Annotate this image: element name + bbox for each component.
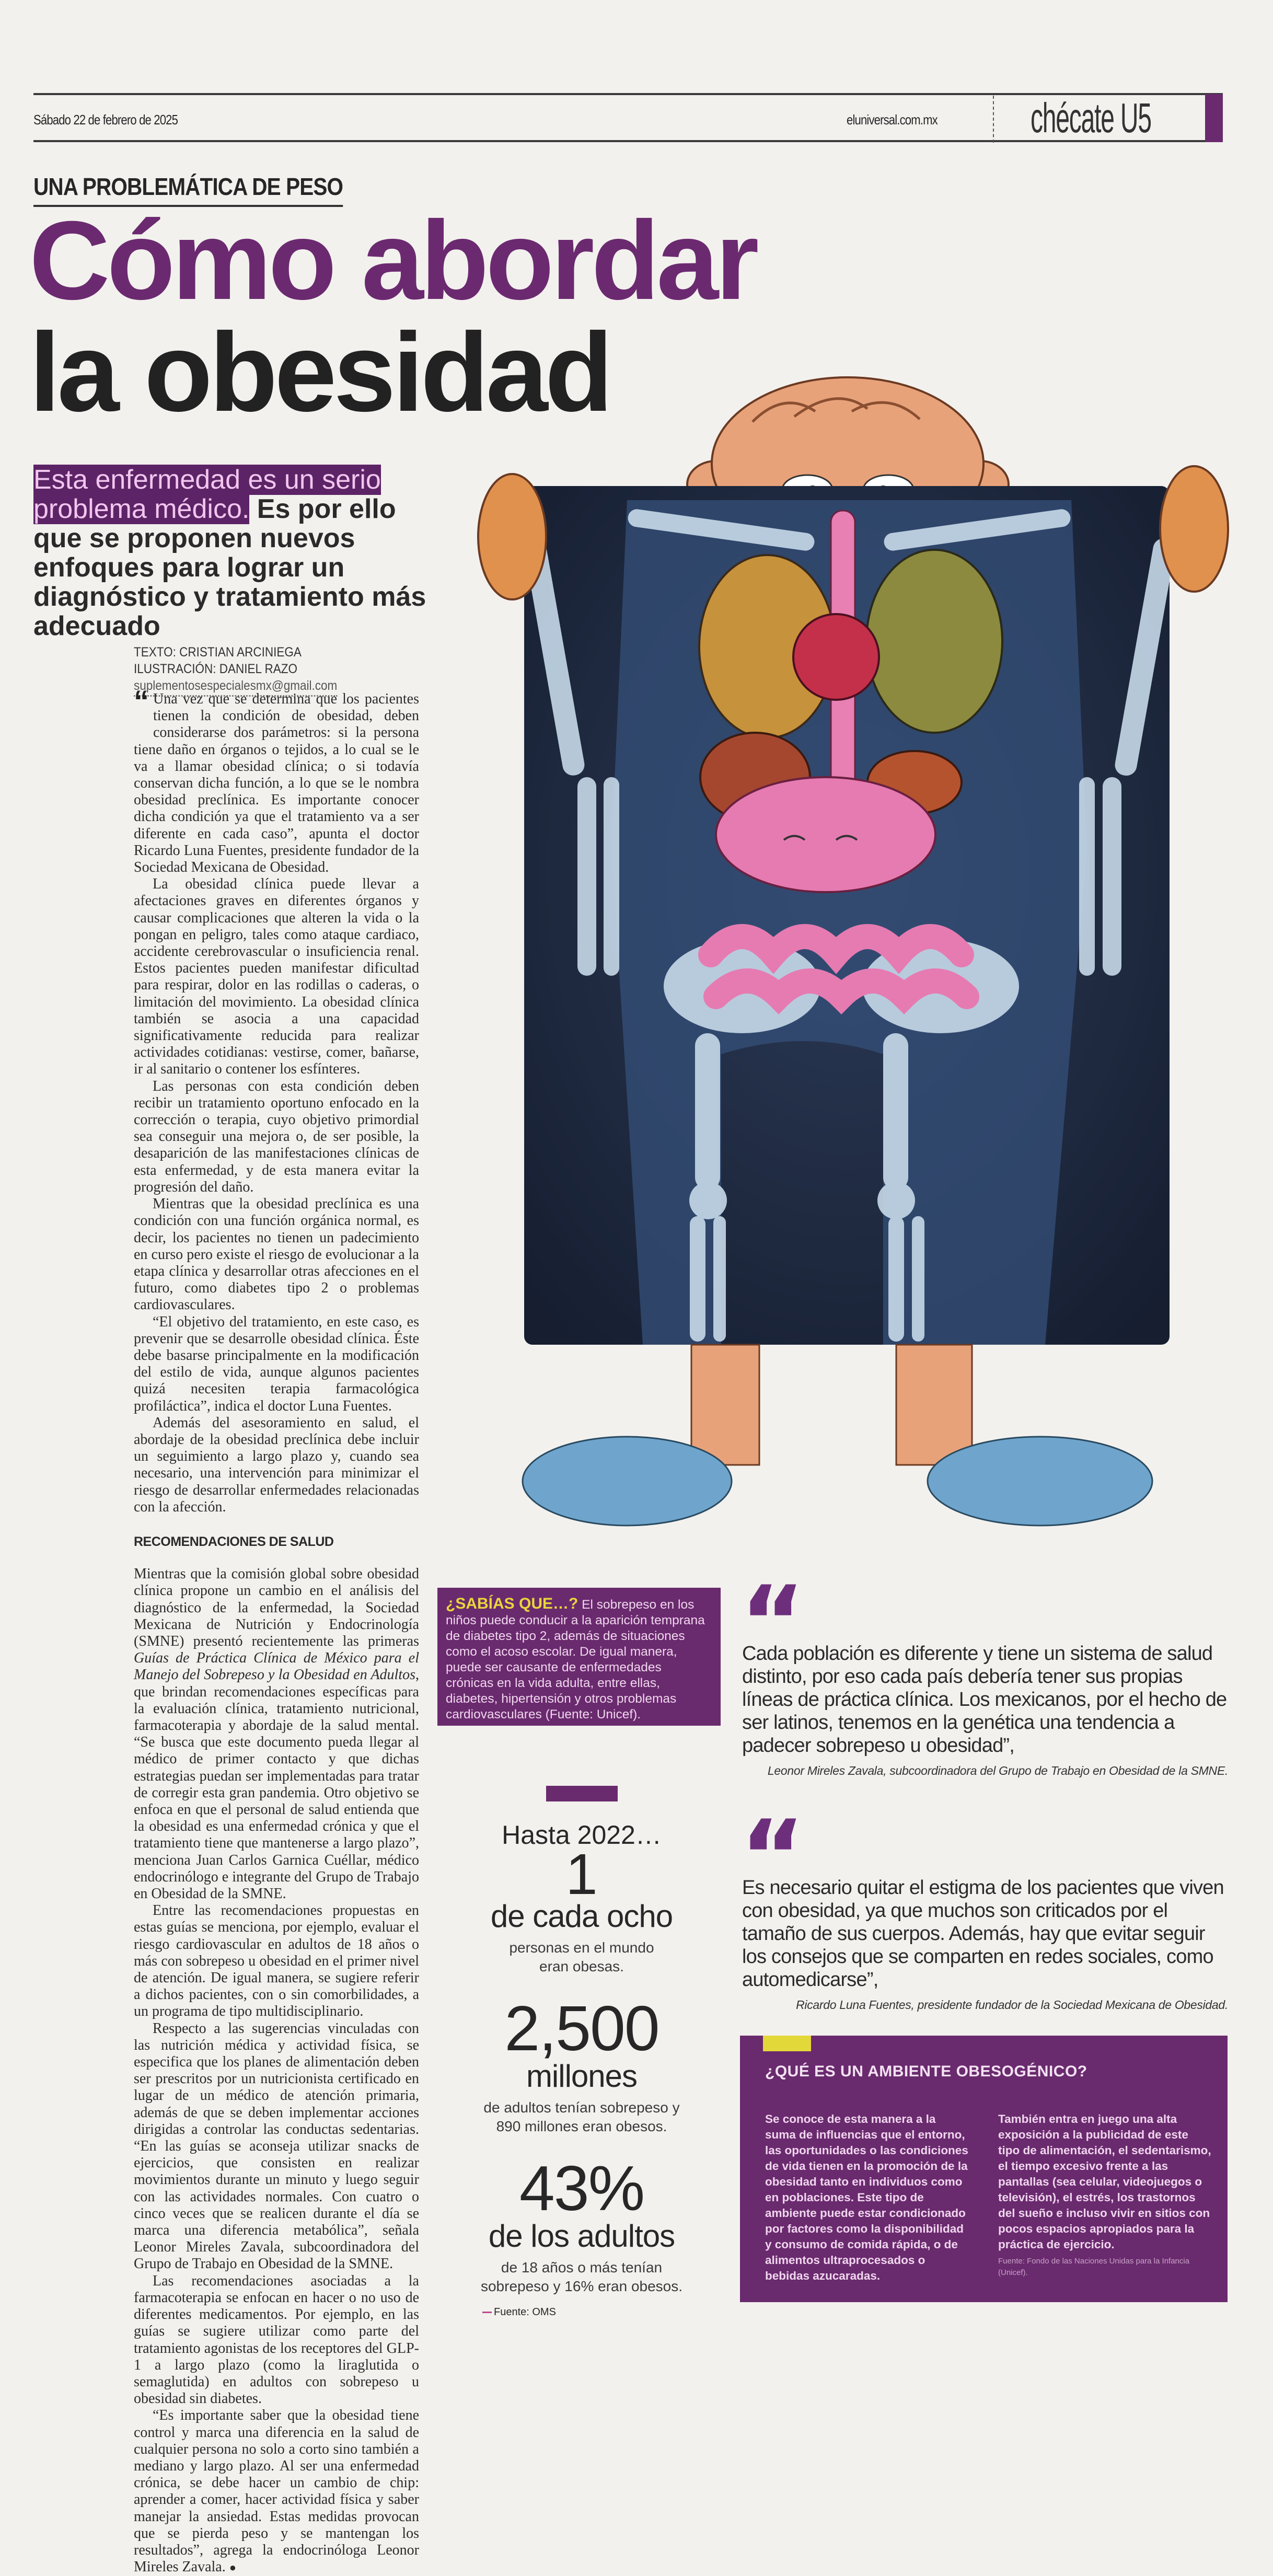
section-label: chécate [1031, 95, 1114, 141]
stat-2-number: 2,500 [504, 1993, 659, 2064]
source-text: Fuente: OMS [494, 2306, 556, 2318]
stats-source [482, 2306, 723, 2318]
box-column-2 [998, 2111, 1212, 2279]
body-paragraph: “El objetivo del tratamiento, en este caso, es prevenir que se desarrolle obesidad clínica. Éste debe basarse principalmente en la modificación del estilo de vida, aunque algunos pacientes quizá necesiten terapia farmacológica profiláctica”, indica el doctor Luna Fuentes. [134, 1313, 419, 1414]
stat-3-number: 43% [519, 2153, 644, 2224]
did-you-know-title: ¿SABÍAS QUE…? [446, 1595, 578, 1612]
legs [523, 1345, 1152, 1526]
box-tab [763, 2036, 811, 2051]
obesogenic-environment-box [740, 2036, 1228, 2302]
pull-quote-2: Es necesario quitar el estigma de los pacientes que viven con obesidad, ya que muchos son criticados por el tamaño de sus cuerpos. Además, hay que evitar seguir los consejos que se comparten en redes sociales, como automedicarse”, [742, 1877, 1224, 1991]
box-column-2-text: También entra en juego una alta exposición a la publicidad de este tipo de alimentación, el sedentarismo, el tiempo excesivo frente a las pantallas (sea celular, videojuegos o televisión), el estrés, los trastornos del sueño e incluso vivir en sitios con pocos espacios apropiados para la práctica de ejercicio. [998, 2112, 1211, 2251]
pull-quote-2-block [742, 1876, 1228, 2012]
body-paragraph: Respecto a las sugerencias vinculadas con las nutrición médica y actividad física, se especifica que los planes de alimentación deben ser prescritos por un nutricionista certificado en lugar de un médico de atención primaria, además de que se deben implementar acciones dirigidas a controlar las conductas sedentarias. “En las guías se aconseja utilizar snacks de ejercicios, que consisten en realizar movimientos durante un minuto y luego seguir con las actividades normales. Con cuatro o cinco veces que se realicen durante el día se marca una diferencia metabólica”, señala Leonor Mireles Zavala, subcoordinadora del Grupo de Trabajo en Obesidad de la SMNE. [134, 2020, 419, 2272]
guide-title: Guías de Práctica Clínica de México para el Manejo del Sobrepeso y la Obesidad en Adultos [134, 1650, 419, 1683]
paragraph-text: Mientras que la comisión global sobre obesidad clínica propone un cambio en el análisis del diagnóstico de la enfermedad, la Sociedad Mexicana de Nutrición y Endocrinología (SMNE) presentó recientemente las primeras [134, 1566, 419, 1649]
quote-mark-icon: “ [740, 1565, 805, 1680]
page-number: U5 [1120, 95, 1151, 141]
body-paragraph [134, 2407, 419, 2576]
paragraph-text: , que brindan recomendaciones específicas para la evaluación clínica, tratamiento nutricional, farmacoterapia y abordaje de la salud mental. “Se busca que este documento pueda llegar al médico de primer contacto y que dichas estrategias puedan ser implementadas para tratar de corregir esta gran pandemia. Otro objetivo se enfoca en que el personal de salud entienda que la obesidad es una enfermedad crónica y que el tratamiento tiene que mantenerse a largo plazo”, menciona Juan Carlos Garnica Cuéllar, médico endocrinólogo e integrante del Grupo de Trabajo en Obesidad de la SMNE. [134, 1667, 419, 1902]
stats-accent-bar [546, 1786, 618, 1801]
stat-1-unit: de cada ocho [490, 1899, 673, 1934]
stats-sidebar [441, 1786, 723, 2318]
stat-1-number: 1 [565, 1842, 598, 1907]
body-paragraph: Mientras que la obesidad preclínica es una condición con una función orgánica normal, es decir, los pacientes no tienen un padecimiento en curso pero existe el riesgo de evolucionar a la etapa clínica y desarrollar otras afecciones en el futuro, como diabetes tipo 2 o problemas cardiovasculares. [134, 1196, 419, 1313]
body-paragraph: Las recomendaciones asociadas a la farmacoterapia se enfocan en hacer o no uso de diferentes medicamentos. Por ejemplo, en las guías se sugiere utilizar como parte del tratamiento agonistas de los receptores del GLP-1 a largo plazo (como la liraglutida o semaglutida) en adultos con sobrepeso u obesidad sin diabetes. [134, 2272, 419, 2407]
body-paragraph: La obesidad clínica puede llevar a afectaciones graves en diferentes órganos y causar complicaciones que alteren la vida o la pongan en peligro, tales como ataque cardiaco, accidente cerebrovascular o insuficiencia renal. Estos pacientes pueden manifestar dificultad para respirar, dolor en las rodillas o caderas, o limitación del movimiento. La obesidad clínica también se asocia a una capacidad significativamente reducida para realizar actividades cotidianas: vestirse, comer, bañarse, ir al sanitario o contener los esfínteres. [134, 876, 419, 1078]
stat-1-description: personas en el mundo eran obesas. [509, 1939, 654, 1974]
illustrator-credit: ILUSTRACIÓN: DANIEL RAZO [134, 662, 297, 676]
section-name [1031, 94, 1151, 142]
issue-date: Sábado 22 de febrero de 2025 [33, 112, 178, 128]
site-url[interactable]: eluniversal.com.mx [847, 112, 938, 128]
pull-quote-1: Cada población es diferente y tiene un sistema de salud distinto, por eso cada país debería tener sus propias líneas de práctica clínica. Los mexicanos, por el hecho de ser latinos, tenemos en la genética una tendencia a padecer sobrepeso u obesidad”, [742, 1643, 1227, 1757]
stat-3-unit: de los adultos [488, 2219, 675, 2254]
body-paragraph: Además del asesoramiento en salud, el abordaje de la obesidad preclínica debe incluir un seguimiento a largo plazo y, cuando sea necesario, una intervención para minimizar el riesgo de desarrollar enfermedades relacionadas con la afección. [134, 1414, 419, 1515]
quote-mark-icon: “ [740, 1799, 805, 1914]
pull-quote-1-block [742, 1642, 1228, 1778]
paragraph-text: Una vez que se determina que los pacientes tienen la condición de obesidad, deben considerarse dos parámetros: si la persona tiene daño en órganos o tejidos, a lo cual se le va a llamar obesidad clínica; o si todavía conservan dicha función, a lo que se le nombra obesidad preclínica. Es importante conocer dicha condición ya que el tratamiento va a ser diferente en cada caso”, apunta el doctor Ricardo Luna Fuentes, presidente fundador de la Sociedad Mexicana de Obesidad. [134, 691, 419, 876]
author-credit: TEXTO: CRISTIAN ARCINIEGA [134, 645, 302, 660]
pull-quote-1-attribution: Leonor Mireles Zavala, subcoordinadora del Grupo de Trabajo en Obesidad de la SMNE. [767, 1764, 1228, 1777]
pull-quote-2-attribution: Ricardo Luna Fuentes, presidente fundador de la Sociedad Mexicana de Obesidad. [796, 1998, 1228, 2012]
contact-email[interactable]: suplementosespecialesmx@gmail.com [134, 678, 337, 697]
box-source: Fuente: Fondo de las Naciones Unidas para la Infancia (Unicef). [998, 2257, 1190, 2277]
box-column-1: Se conoce de esta manera a la suma de influencias que el entorno, las oportunidades o las condiciones de vida tienen en la promoción de la obesidad tanto en individuos como en poblaciones. Este tipo de ambiente puede estar condicionado por factores como la disponibilidad y consumo de comida rápida, o de alimentos ultraprocesados o bebidas azucaradas. [765, 2112, 968, 2282]
end-mark-icon: ● [229, 2561, 236, 2574]
headline-line-2: la obesidad [29, 310, 610, 435]
deck [33, 465, 431, 641]
source-dash [482, 2312, 492, 2313]
box-title: ¿QUÉ ES UN AMBIENTE OBESOGÉNICO? [765, 2063, 1087, 2080]
open-quote-icon: “ [134, 685, 149, 719]
stat-2-unit: millones [526, 2059, 638, 2094]
kicker: UNA PROBLEMÁTICA DE PESO [33, 172, 343, 207]
body-paragraph: Las personas con esta condición deben recibir un tratamiento oportuno enfocado en la corrección o terapia, cuyo objetivo primordial sea conseguir una mejora o, de ser posible, la desaparición de las manifestaciones clínicas de esta enfermedad, y de esta manera evitar la progresión del daño. [134, 1078, 419, 1195]
stats-lead: Hasta 2022… [502, 1820, 662, 1850]
did-you-know-box [437, 1588, 721, 1726]
stat-2-description: de adultos tenían sobrepeso y 890 millones eran obesos. [483, 2099, 680, 2134]
headline-line-1: Cómo abordar [29, 198, 756, 323]
right-slipper [928, 1437, 1152, 1526]
paragraph-text: “Es importante saber que la obesidad tiene control y marca una diferencia en la salud de cualquier persona no solo a corto sino también a mediano y largo plazo. Al ser una enfermedad crónica, se debe hacer un cambio de chip: aprender a comer, hacer actividad física y saber manejar la ansiedad. Estas medidas provocan que se pierda peso y se mantengan los resultados”, agrega la endocrinóloga Leonor Mireles Zavala. [134, 2407, 419, 2575]
did-you-know-text: El sobrepeso en los niños puede conducir a la aparición temprana de diabetes tipo 2, además de situaciones como el acoso escolar. De igual manera, puede ser causante de enfermedades crónicas en la vida adulta, entre ellas, diabetes, hipertensión y otros problemas cardiovasculares (Fuente: Unicef). [446, 1598, 705, 1722]
header-divider [993, 96, 995, 143]
section-color-bar [1205, 94, 1223, 142]
body-paragraph [134, 1566, 419, 1902]
deck-highlight: Esta enfermedad es un serio problema médico. [33, 465, 381, 524]
xray-body-illustration [470, 380, 1233, 1535]
body-paragraph: Entre las recomendaciones propuestas en estas guías se menciona, por ejemplo, evaluar el riesgo cardiovascular en adultos de 18 años o más con sobrepeso u obesidad en el primer nivel de atención. De igual manera, se sugiere referir a dichos pacientes, con o sin comorbilidades, a un programa de tipo multidisciplinario. [134, 1902, 419, 2020]
left-slipper [523, 1437, 732, 1526]
credits [134, 644, 337, 694]
stat-3-description: de 18 años o más tenían sobrepeso y 16% eran obesos. [480, 2259, 683, 2294]
deck-text: Es por ello que se proponen nuevos enfoques para lograr un diagnóstico y tratamiento más adecuado [33, 494, 426, 641]
subheading: RECOMENDACIONES DE SALUD [134, 1534, 334, 1549]
